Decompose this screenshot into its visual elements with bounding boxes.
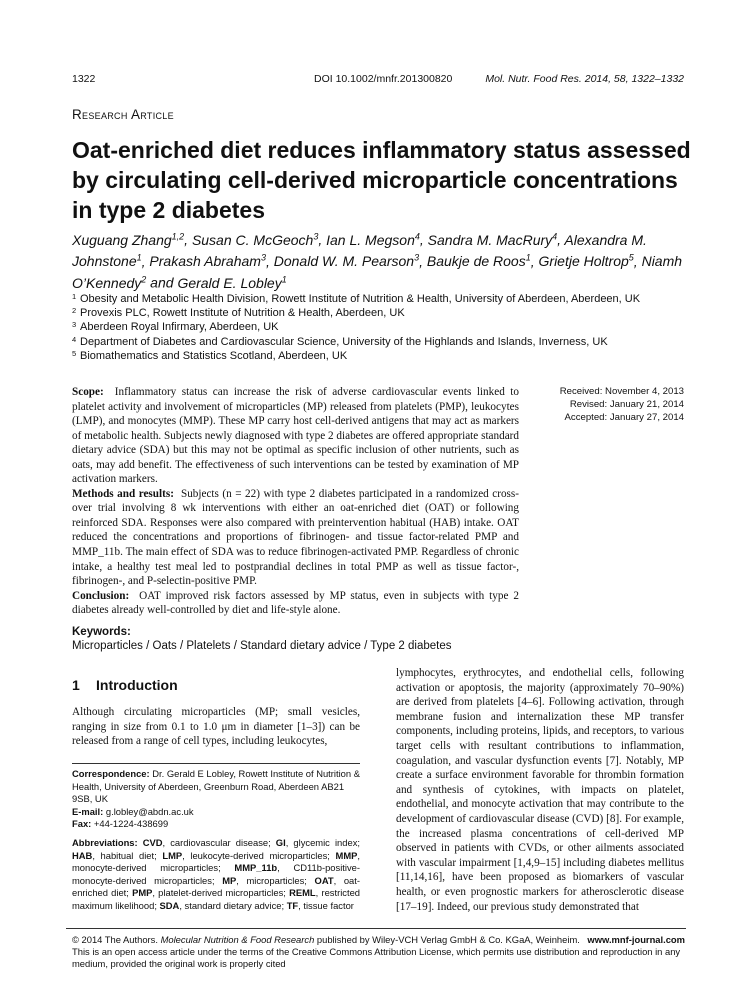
- correspondence: [72, 768, 360, 831]
- section-number: 1: [72, 677, 80, 693]
- correspondence-address: Dr. Gerald E Lobley, Rowett Institute of Nutrition & Health, University of Aberdeen, Greenburn Road, Aberdeen AB21 9SB, UK: [72, 768, 360, 805]
- abbreviation-term: GI: [275, 837, 286, 848]
- journal-citation: Mol. Nutr. Food Res. 2014, 58, 1322–1332: [485, 73, 684, 85]
- author-separator: ,: [530, 253, 539, 270]
- affiliation-item: [72, 306, 692, 320]
- affiliation-number: 3: [72, 320, 77, 330]
- scope-text: Inflammatory status can increase the risk of adverse cardiovascular events linked to platelet activity and involvement of microparticles (MP) released from platelets (PMP), leukocytes (LMP), and monocytes (MMP). These MP carry host cell-derived antigens that may act as markers of metabolic health. Subjects newly diagnosed with type 2 diabetes are offered appropriate standard dietary advice (SDA) but this may not be optimal as specific inclusion of other nutrients, such as oats, may add benefit. The effectiveness of such interventions can be tested by examination of MP activation markers.: [72, 386, 520, 486]
- abbreviation-definition: , microparticles;: [236, 874, 315, 886]
- article-type: Research Article: [72, 107, 174, 122]
- author: Xuguang Zhang$^{1,2}$: [72, 231, 185, 248]
- abbreviation-term: MMP_11b: [234, 862, 278, 874]
- received-date: Received: November 4, 2013: [559, 386, 684, 397]
- abbreviation-term: PMP: [132, 887, 153, 899]
- author: Donald W. M. Pearson$^3$: [273, 252, 420, 270]
- affiliation-text: Provexis PLC, Rowett Institute of Nutrition & Health, Aberdeen, UK: [80, 307, 405, 320]
- abbreviation-definition: , platelet-derived microparticles;: [152, 887, 290, 899]
- abstract: [72, 385, 519, 618]
- author: Grietje Holtrop$^5$: [538, 252, 634, 270]
- affiliation-item: [72, 349, 692, 363]
- author-separator: ,: [419, 253, 427, 270]
- intro-column-1: [72, 705, 360, 749]
- accepted-date: Accepted: January 27, 2014: [564, 412, 684, 423]
- section-title: Introduction: [96, 677, 178, 693]
- section-heading: [72, 677, 178, 693]
- email-link[interactable]: g.lobley@abdn.ac.uk: [105, 805, 194, 817]
- affiliation-number: 2: [72, 306, 77, 316]
- author-affiliation-ref: 3: [313, 231, 319, 241]
- abbreviation-definition: , standard dietary advice;: [179, 899, 287, 911]
- author-affiliation-ref: 4: [552, 231, 558, 241]
- author-separator: ,: [184, 231, 192, 248]
- abbreviation-term: HAB: [72, 849, 93, 861]
- conclusion-label: Conclusion:: [72, 589, 130, 602]
- author: Alexandra M. Johnstone$^1$: [72, 231, 647, 270]
- article-title: Oat-enriched diet reduces inflammatory status assessed by circulating cell-derived microparticle concentrations in type 2 diabetes: [72, 137, 691, 223]
- footnote-divider: [72, 763, 360, 764]
- license-text: This is an open access article under the terms of the Creative Commons Attribution License, which permits use distribution and reproduction in any medium, provided the original work is properly cited: [72, 946, 681, 969]
- abbreviation-definition: , tissue factor: [298, 899, 354, 911]
- abbreviation-definition: , oat-enriched diet;: [72, 874, 361, 899]
- author-separator: and: [146, 274, 178, 291]
- abbreviation-term: LMP: [162, 849, 183, 861]
- affiliation-number: 5: [72, 348, 77, 358]
- abbreviations-label: Abbreviations:: [72, 837, 143, 848]
- abbreviation-definition: , CD11b-positive-monocyte-derived microparticles;: [72, 862, 360, 886]
- author-separator: ,: [419, 231, 428, 248]
- fax-label: Fax:: [72, 818, 92, 830]
- journal-name: Molecular Nutrition & Food Research: [160, 934, 315, 945]
- affiliation-item: [72, 320, 692, 334]
- author: Susan C. McGeoch$^3$: [191, 231, 319, 248]
- footer-divider: [66, 928, 686, 929]
- affiliation-number: 1: [72, 292, 77, 301]
- abbreviation-definition: , glycemic index;: [285, 837, 360, 848]
- scope-label: Scope:: [72, 386, 104, 398]
- intro-column-2: [396, 666, 684, 914]
- abbreviation-term: TF: [286, 899, 299, 911]
- footer-copyright-row: [72, 934, 685, 945]
- doi[interactable]: DOI 10.1002/mnfr.201300820: [314, 73, 453, 85]
- affiliation-text: Department of Diabetes and Cardiovascular Science, University of the Highlands and Islands, Inverness, UK: [80, 335, 608, 348]
- author-affiliation-ref: 1: [281, 274, 287, 285]
- author-affiliation-ref: 1: [525, 252, 531, 263]
- affiliation-text: Biomathematics and Statistics Scotland, Aberdeen, UK: [80, 349, 348, 362]
- author-separator: ,: [557, 231, 565, 248]
- abbreviation-definition: , monocyte-derived microparticles;: [72, 849, 360, 874]
- author: Niamh O’Kennedy$^2$: [72, 253, 683, 291]
- abbreviations: [72, 837, 360, 913]
- author: Sandra M. MacRury$^4$: [427, 231, 558, 248]
- author: Gerald E. Lobley$^1$: [177, 274, 287, 291]
- affiliation-text: Aberdeen Royal Infirmary, Aberdeen, UK: [80, 321, 279, 334]
- abbreviation-definition: , cardiovascular disease;: [162, 837, 276, 848]
- author-affiliation-ref: 1,2: [171, 231, 185, 241]
- abbreviation-term: OAT: [314, 874, 334, 886]
- intro-paragraph-2: lymphocytes, erythrocytes, and endothelial cells, following activation or apoptosis, the majority (approximately 70–90%) are derived from platelets [4–6]. Following activation, through membrane fusion and internalization these MP transfer components, including proteins, lipids, and receptors, to various target cells with resultant contributions to inflammation, coagulation, and vascular dysfunction events [7]. Notably, MP create a surface environment favorable for thrombin formation and synthesis of cytokines, with impacts on platelet, endothelial, and monocyte activation that may contribute to the development of cardiovascular disease (CVD) [8]. For example, the increased plasma concentrations of cell-derived MP observed in patients with CVDs, or other ailments associated with vascular impairment [1,4,9–15] including diabetes mellitus [11,14,16], have been proposed as biomarkers of vascular health, or even prognostic markers for atherosclerotic disease [17–19]. Indeed, our previous study demonstrated that: [396, 667, 684, 913]
- abbreviation-definition: , leukocyte-derived microparticles;: [182, 849, 336, 861]
- email-label: E-mail:: [72, 805, 104, 817]
- author-separator: ,: [265, 253, 274, 270]
- affiliations: [72, 292, 692, 363]
- affiliation-item: [72, 292, 692, 306]
- abbreviation-term: CVD: [142, 837, 163, 848]
- author-affiliation-ref: 2: [141, 274, 147, 285]
- author-list: [72, 227, 692, 292]
- correspondence-label: Correspondence:: [72, 768, 150, 779]
- revised-date: Revised: January 21, 2014: [569, 399, 684, 410]
- abbreviation-definition: , habitual diet;: [92, 849, 163, 861]
- author: Ian L. Megson$^4$: [326, 231, 420, 248]
- author-affiliation-ref: 4: [414, 231, 420, 241]
- keywords-list: Microparticles / Oats / Platelets / Standard dietary advice / Type 2 diabetes: [72, 640, 452, 652]
- journal-website-link[interactable]: www.mnf-journal.com: [587, 934, 685, 945]
- author: Baukje de Roos$^1$: [426, 252, 531, 270]
- author-affiliation-ref: 5: [628, 252, 634, 263]
- methods-text: Subjects (n = 22) with type 2 diabetes participated in a randomized cross-over trial involving 8 wk interventions with either an oat-enriched diet (OAT) or following reinforced SDA. Responses were also compared with preintervention habitual (HAB) intake. OAT reduced the concentrations and proportions of fibrinogen- and tissue factor-related PMP and MMP_11b. The main effect of SDA was to reduce fibrinogen-activated PMP. Regardless of chronic intake, a healthy test meal led to postprandial declines in total PMP as well as tissue factor-, fibrinogen-, and P-selectin-positive PMP.: [72, 487, 519, 588]
- author-affiliation-ref: 3: [414, 252, 420, 263]
- page-number: 1322: [72, 73, 96, 85]
- abbreviation-term: MP: [222, 874, 237, 886]
- author-separator: ,: [633, 253, 642, 270]
- keywords-heading: Keywords:: [72, 626, 131, 638]
- author-affiliation-ref: 3: [260, 252, 266, 263]
- conclusion-text: OAT improved risk factors assessed by MP status, even in subjects with type 2 diabetes already well-controlled by diet and life-style alone.: [72, 589, 519, 617]
- abbreviation-term: MMP: [335, 849, 358, 861]
- author: Prakash Abraham$^3$: [149, 252, 266, 270]
- fax-number: +44-1224-438699: [93, 818, 169, 830]
- copyright-suffix: published by Wiley-VCH Verlag GmbH & Co. KGaA, Weinheim.: [316, 934, 580, 945]
- abbreviation-definition: , restricted maximum likelihood;: [72, 887, 360, 911]
- author-separator: ,: [318, 231, 327, 248]
- author-separator: ,: [141, 253, 150, 270]
- copyright-prefix: © 2014 The Authors.: [72, 934, 158, 945]
- article-dates: [528, 385, 684, 424]
- affiliation-number: 4: [72, 334, 77, 344]
- affiliation-item: [72, 335, 692, 349]
- methods-label: Methods and results:: [72, 487, 174, 500]
- copyright: [72, 934, 580, 945]
- abbreviation-term: REML: [289, 887, 316, 899]
- author-affiliation-ref: 1: [136, 252, 142, 263]
- intro-paragraph-1: Although circulating microparticles (MP; small vesicles, ranging in size from 0.1 to 1.0 μm in diameter [1–3]) can be released from a range of cell types, including leukocytes,: [72, 706, 360, 748]
- affiliation-text: Obesity and Metabolic Health Division, Rowett Institute of Nutrition & Health, University of Aberdeen, Aberdeen, UK: [80, 293, 641, 305]
- abbreviation-term: SDA: [159, 899, 180, 911]
